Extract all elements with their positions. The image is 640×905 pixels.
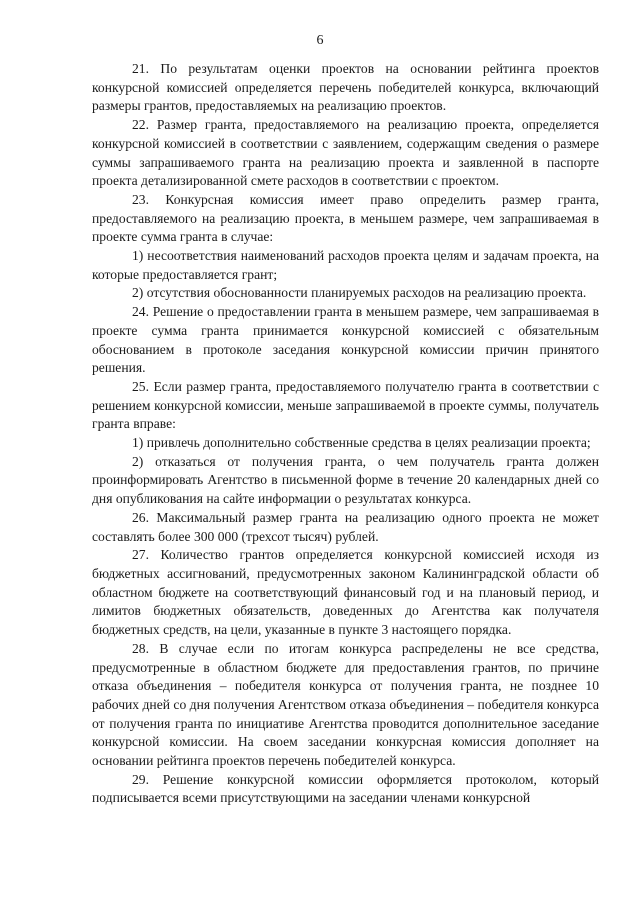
paragraph-26: 26. Максимальный размер гранта на реализацию одного проекта не может составлять более 300 000 (трехсот тысяч) рублей. [92,509,599,544]
page-number: 6 [316,33,324,48]
paragraph-23-item-1: 1) несоответствия наименований расходов проекта целям и задачам проекта, на которые предоставляется грант; [92,248,599,282]
paragraph-25-item-1: 1) привлечь дополнительно собственные средства в целях реализации проекта; [132,435,591,451]
paragraph-23-item-2: 2) отсутствия обоснованности планируемых расходов на реализацию проекта. [132,285,587,301]
paragraph-21: 21. По результатам оценки проектов на основании рейтинга проектов конкурсной комиссией определяется перечень победителей конкурса, включающий размеры грантов, предоставляемых на реализацию проектов. [92,61,599,114]
paragraph-23: 23. Конкурсная комиссия имеет право определить размер гранта, предоставляемого на реализацию проекта, в меньшем размере, чем запрашиваемая в проекте сумма гранта в случае: [92,191,599,245]
paragraph-27: 27. Количество грантов определяется конкурсной комиссией исходя из бюджетных ассигнований, предусмотренных законом Калининградской области об областном бюджете на соответствующий финансовый год и на плановый период, и лимитов бюджетных обязательств, доведенных до Агентства как получателя бюджетных средств, на цели, указанные в пункте 3 настоящего порядка. [92,547,599,638]
paragraph-22: 22. Размер гранта, предоставляемого на реализацию проекта, определяется конкурсной комиссией в соответствии с заявлением, содержащим сведения о размере суммы запрашиваемого гранта на реализацию проекта и заявленной в паспорте проекта детализированной смете расходов в соответствии с проектом. [92,117,599,189]
paragraph-29: 29. Решение конкурсной комиссии оформляется протоколом, который подписывается всеми присутствующими на заседании членами конкурсной [92,771,599,806]
paragraph-28: 28. В случае если по итогам конкурса распределены не все средства, предусмотренные в областном бюджете для предоставления грантов, по причине отказа объединения – победителя конкурса от получения гранта, не позднее 10 рабочих дней со дня получения Агентством отказа объединения – победителя конкурса от получения гранта по инициативе Агентства проводится дополнительное заседание конкурсной комиссии. На своем заседании конкурсная комиссия дополняет на основании рейтинга проектов перечень победителей конкурса. [92,640,599,769]
paragraph-24: 24. Решение о предоставлении гранта в меньшем размере, чем запрашиваемая в проекте сумма гранта принимается конкурсной комиссией с обязательным обоснованием в протоколе заседания конкурсной комиссии причин принятого решения. [92,304,599,376]
paragraph-25: 25. Если размер гранта, предоставляемого получателю гранта в соответствии с решением конкурсной комиссии, меньше запрашиваемой в проекте суммы, получатель гранта вправе: [92,378,599,432]
paragraph-25-item-2: 2) отказаться от получения гранта, о чем получатель гранта должен проинформировать Агентство в письменной форме в течение 20 календарных дней со дня опубликования на сайте информации о результатах конкурса. [92,453,599,507]
document-body [92,60,599,808]
